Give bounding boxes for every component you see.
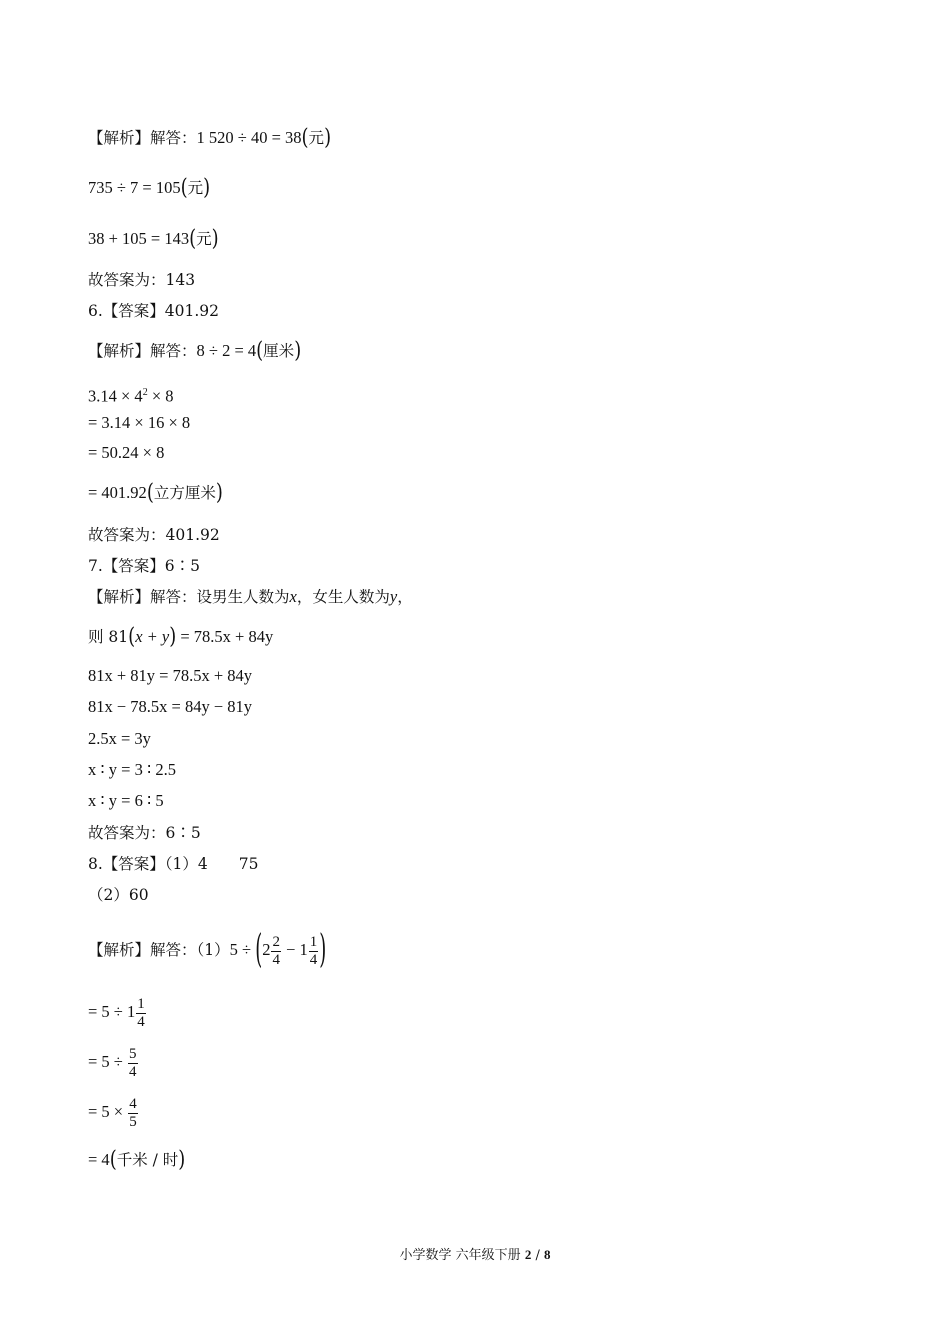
exponent: 2 [142, 387, 148, 398]
fraction: $\frac{2}{4}$ [272, 933, 280, 968]
q8-step-1: = 5 ÷ 1 $\frac{1}{4}$ [88, 995, 145, 1030]
q6-analysis-line: 【解析】解答：8 ÷ 2 = 4(厘米) [88, 337, 302, 364]
fraction: $\frac{5}{4}$ [129, 1045, 137, 1080]
q7-step-4: x ∶ y = 3 ∶ 2.5 [88, 760, 177, 779]
unit: 元 [308, 129, 325, 147]
q8-answer-part-2: （2）60 [88, 886, 149, 904]
unit: 千米 / 时 [116, 1151, 179, 1169]
equation: 38 + 105 = 143 [88, 229, 190, 248]
analysis-label: 【解析】解答： [88, 129, 197, 147]
unit: 元 [187, 179, 204, 197]
q7-equation: 则 81(x + y) = 78.5x + 84y [88, 623, 274, 650]
q7-analysis-line: 【解析】解答：设男生人数为x，女生人数为y， [88, 587, 413, 606]
q8-analysis-line: 【解析】解答：（1）5 ÷ (2 $\frac{2}{4}$ − 1 $\frac{1}{4}$ ) [88, 926, 327, 973]
variable-x: x [289, 587, 297, 606]
analysis-label: 【解析】解答：（1） [88, 941, 230, 959]
q7-step-2: 81x − 78.5x = 84y − 81y [88, 697, 253, 716]
fraction: $\frac{1}{4}$ [309, 933, 318, 968]
q7-step-5: x ∶ y = 6 ∶ 5 [88, 791, 164, 810]
fraction: $\frac{1}{4}$ [137, 995, 145, 1030]
q5-step-3: 38 + 105 = 143(元) [88, 225, 219, 252]
q8-step-2: = 5 ÷ $\frac{5}{4}$ [88, 1045, 137, 1080]
q7-conclusion: 故答案为：6∶5 [88, 824, 201, 842]
fraction: $\frac{4}{5}$ [129, 1095, 137, 1130]
unit: 元 [196, 230, 212, 248]
unit: 厘米 [263, 342, 295, 360]
q5-analysis-line: 【解析】解答：1 520 ÷ 40 = 38(元) [88, 124, 332, 151]
q7-step-1: 81x + 81y = 78.5x + 84y [88, 666, 253, 685]
unit: 立方厘米 [153, 484, 216, 502]
q5-step-2: 735 ÷ 7 = 105(元) [88, 174, 211, 201]
equation: 735 ÷ 7 = 105 [88, 178, 181, 197]
q6-answer-heading: 6.【答案】401.92 [88, 302, 220, 320]
q6-step-2: = 3.14 × 16 × 8 [88, 413, 191, 432]
variable-y: y [389, 587, 398, 606]
q8-step-3: = 5 × $\frac{4}{5}$ [88, 1095, 137, 1130]
q8-answer-heading: 8.【答案】（1）4 75 [88, 855, 259, 873]
q7-step-3: 2.5x = 3y [88, 729, 151, 748]
equation: 8 ÷ 2 = 4 [196, 341, 257, 360]
q5-conclusion: 故答案为：143 [88, 271, 196, 289]
q6-conclusion: 故答案为：401.92 [88, 526, 220, 544]
footer-subject: 小学数学 六年级下册 [399, 1248, 521, 1263]
page-footer: 小学数学 六年级下册 2 / 8 [399, 1247, 551, 1263]
equation: 1 520 ÷ 40 = 38 [196, 128, 302, 147]
q6-step-3: = 50.24 × 8 [88, 443, 165, 462]
page-total: 8 [543, 1247, 551, 1262]
page-number: 2 [524, 1247, 532, 1262]
q7-answer-heading: 7.【答案】6∶5 [88, 557, 201, 575]
q8-step-4: = 4(千米 / 时) [88, 1146, 186, 1173]
analysis-label: 【解析】解答： [88, 342, 197, 360]
q6-step-1: $3.14 \times 4^2 \times 8$ [88, 386, 174, 406]
q6-step-4: = 401.92(立方厘米) [88, 479, 223, 506]
